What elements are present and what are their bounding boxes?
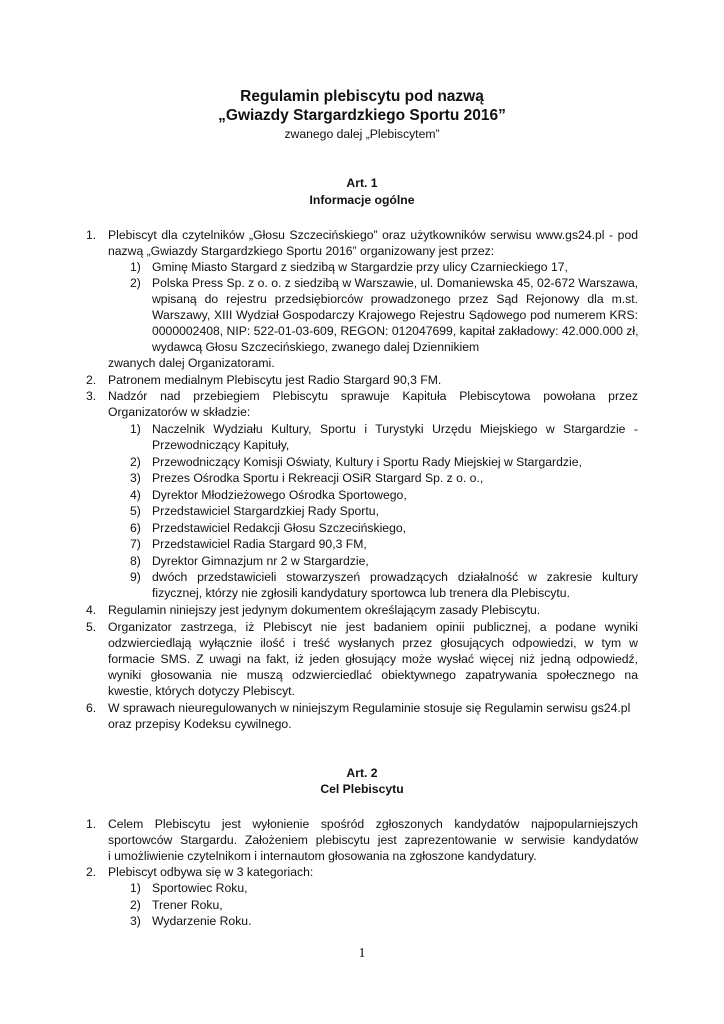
document-title-line-1: Regulamin plebiscytu pod nazwą [240, 88, 484, 105]
paragraph-line: Trener Roku, [152, 898, 223, 912]
art1-heading: Informacje ogólne [309, 193, 415, 207]
list-number: 2) [130, 455, 141, 469]
paragraph-line: nazwą „Gwiazdy Stargardzkiego Sportu 2016” organizowany jest przez: [108, 244, 495, 258]
list-number: 9) [130, 570, 141, 584]
list-number: 2. [86, 865, 97, 879]
list-number: 3. [86, 389, 97, 403]
paragraph-line: W sprawach nieuregulowanych w niniejszym Regulaminie stosuje się Regulamin serwisu gs24.pl [108, 701, 631, 715]
paragraph-line: wyniki głosowania nie muszą odzwierciedlać obiektywnego zapatrywania społecznego na [108, 668, 638, 682]
paragraph-line: i umożliwienie czytelnikom i internautom głosowania na zgłoszone kandydatury. [108, 849, 537, 863]
paragraph-line: Wydarzenie Roku. [152, 914, 252, 928]
paragraph-line: Plebiscyt dla czytelników „Głosu Szczecińskiego” oraz użytkowników serwisu www.gs24.pl - pod [108, 228, 638, 242]
art2-heading: Cel Plebiscytu [320, 782, 404, 796]
list-number: 5. [86, 620, 97, 634]
paragraph-line: Nadzór nad przebiegiem Plebiscytu sprawuje Kapituła Plebiscytowa powołana przez [108, 389, 638, 403]
paragraph-line: Celem Plebiscytu jest wyłonienie spośród zgłoszonych kandydatów najpopularniejszych [108, 817, 638, 831]
paragraph-line: Dyrektor Gimnazjum nr 2 w Stargardzie, [152, 554, 369, 568]
paragraph-line: Patronem medialnym Plebiscytu jest Radio Stargard 90,3 FM. [108, 373, 442, 387]
paragraph-line: Przedstawiciel Redakcji Głosu Szczecińskiego, [152, 521, 407, 535]
list-number: 6. [86, 701, 97, 715]
paragraph-line: wpisaną do rejestru przedsiębiorców prowadzonego przez Sąd Rejonowy dla m.st. [152, 292, 638, 306]
paragraph-line: Naczelnik Wydziału Kultury, Sportu i Turystyki Urzędu Miejskiego w Stargardzie - [152, 422, 638, 436]
paragraph-line: Gminę Miasto Stargard z siedzibą w Stargardzie przy ulicy Czarnieckiego 17, [152, 260, 568, 274]
paragraph-line: Sportowiec Roku, [152, 881, 248, 895]
paragraph-line: formacie SMS. Z uwagi na fakt, iż jeden głosujący może wysłać więcej niż jedną odpowiedź, [108, 652, 638, 666]
list-number: 7) [130, 537, 141, 551]
paragraph-line: Regulamin niniejszy jest jedynym dokumentem określającym zasady Plebiscytu. [108, 603, 541, 617]
document-title-line-2: „Gwiazdy Stargardzkiego Sportu 2016” [218, 107, 506, 124]
paragraph-line: Organizator zastrzega, iż Plebiscyt nie jest badaniem opinii publicznej, a podane wyniki [108, 620, 638, 634]
list-number: 2) [130, 276, 141, 290]
paragraph-line: 0000002408, NIP: 522-01-03-609, REGON: 012047699, kapitał zakładowy: 42.000.000 zł, [152, 324, 639, 338]
list-number: 5) [130, 504, 141, 518]
paragraph-line: Przedstawiciel Stargardzkiej Rady Sportu, [152, 504, 379, 518]
list-number: 3) [130, 471, 141, 485]
list-number: 1) [130, 422, 141, 436]
document-subtitle: zwanego dalej „Plebiscytem” [284, 127, 440, 141]
list-number: 3) [130, 914, 141, 928]
paragraph-line: wydawcą Głosu Szczecińskiego, zwanego dalej Dziennikiem [152, 340, 480, 354]
list-number: 2) [130, 898, 141, 912]
list-number: 8) [130, 554, 141, 568]
paragraph-line: fizycznej, którzy nie zgłosili kandydatury sportowca lub trenera dla Plebiscytu. [152, 586, 570, 600]
paragraph-line: Przewodniczący Kapituły, [152, 438, 290, 452]
paragraph-line: Organizatorów w składzie: [108, 405, 251, 419]
paragraph-line: Prezes Ośrodka Sportu i Rekreacji OSiR Stargard Sp. z o. o., [152, 471, 484, 485]
paragraph-line: odzwierciedlają wyłącznie ilość i treść wysłanych przez głosujących odpowiedzi, w tym w [108, 636, 638, 650]
paragraph-line: Przewodniczący Komisji Oświaty, Kultury i Sportu Rady Miejskiej w Stargardzie, [152, 455, 582, 469]
paragraph-line: kwestie, których dotyczy Plebiscyt. [108, 684, 295, 698]
list-number: 1. [86, 817, 97, 831]
list-number: 1) [130, 260, 141, 274]
art2-number: Art. 2 [346, 766, 378, 780]
paragraph-line: Przedstawiciel Radia Stargard 90,3 FM, [152, 537, 367, 551]
list-number: 2. [86, 373, 97, 387]
paragraph-line: Dyrektor Młodzieżowego Ośrodka Sportowego, [152, 488, 407, 502]
paragraph-line: Warszawy, XIII Wydział Gospodarczy Krajowego Rejestru Sądowego pod numerem KRS: [152, 308, 638, 322]
list-number: 1) [130, 881, 141, 895]
paragraph-line: oraz przepisy Kodeksu cywilnego. [108, 717, 292, 731]
list-number: 4. [86, 603, 97, 617]
list-number: 1. [86, 228, 97, 242]
list-number: 6) [130, 521, 141, 535]
page-number: 1 [358, 946, 366, 961]
paragraph-line: dwóch przedstawicieli stowarzyszeń prowadzących działalność w zakresie kultury [152, 570, 638, 584]
paragraph-line: sportowców Stargardu. Założeniem plebiscytu jest zaprezentowanie w serwisie kandydatów [108, 833, 638, 847]
list-number: 4) [130, 488, 141, 502]
art1-number: Art. 1 [346, 176, 378, 190]
paragraph-line: Polska Press Sp. z o. o. z siedzibą w Warszawie, ul. Domaniewska 45, 02-672 Warszawa, [152, 276, 639, 290]
paragraph-line: zwanych dalej Organizatorami. [108, 356, 275, 370]
paragraph-line: Plebiscyt odbywa się w 3 kategoriach: [108, 865, 314, 879]
